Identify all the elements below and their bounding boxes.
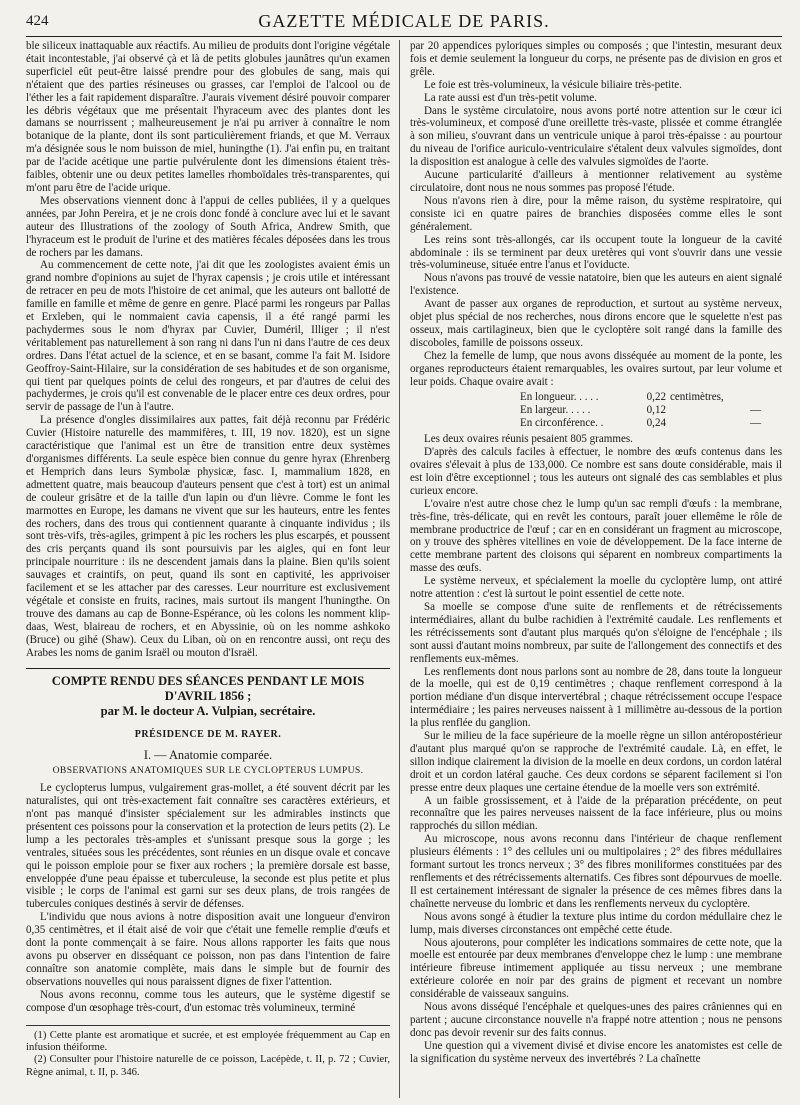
journal-title: GAZETTE MÉDICALE DE PARIS. [258,11,550,31]
paragraph: La rate aussi est d'un très-petit volume. [424,91,597,104]
measure-value: 0,24 [646,417,666,430]
right-text-b [410,433,782,1065]
paragraph: Le foie est très-volumineux, la vésicule biliaire très-petite. [424,78,682,91]
paragraph: Les reins sont très-allongés, car ils occupent toute la longueur de la cavité abdominale : ils se terminent par deux uretères qui vont s'ouvrir dans une vessie très-volumineuse, située entre l'anus et l'oviducte. [410,233,782,272]
measure-unit [666,404,750,417]
paragraph: Mes observations viennent donc à l'appui de celles publiées, il y a quelques années, par John Pereira, et je ne crois donc fondé à conclure avec lui et le savant auteur des Illustrations of the zoology of South Africa, Andrew Smith, que l'hyraceum est le produit de l'urine et des matières fécales déposées dans les trous de rochers par les damans. [26,194,390,259]
paragraph: A un faible grossissement, et à l'aide de la préparation précédente, on peut reconnaître que les paires nerveuses naissent de la face inférieure, plus ou moins rapprochés du sillon médian. [410,794,782,833]
measure-unit: centimètres, [670,391,724,404]
paragraph: L'ovaire n'est autre chose chez le lump qu'un sac rempli d'œufs : la membrane, très-fine, très-délicate, qui en revêt les contours, paraît jouer ellemême le rôle de membrane productrice de l'œuf ; car en en considérant un fragment au microscope, on y trouve des sphères vitellines en voie de développement. De la face interne de cette membrane partent des cloisons qui séparent en nombreux compartiments la masse des œufs. [410,497,782,575]
left-column [26,40,390,1079]
paragraph: Au microscope, nous avons reconnu dans l'intérieur de chaque renflement plusieurs éléments : 1° des cellules uni ou multipolaires ; 2° des fibres médullaires formant surtout les troncs nerveux ; 3° des fibres moniliformes constituées par des renflements et des rétrécissements alternatifs. Ces fibres sont dépourvues de moelle. Il est certainement intéressant de signaler la présence de ces mêmes fibres dans la chaînette nerveuse du lombric et dans les renflements nerveux du cycloptère. [410,833,782,910]
measure-value: 0,22 [646,391,666,404]
paragraph: Nous avons reconnu, comme tous les auteurs, que le système digestif se compose d'un œsophage très-court, d'un estomac très volumineux, terminé [26,988,390,1014]
measure-ditto [750,391,770,404]
paragraph: Le cyclopterus lumpus, vulgairement gras-mollet, a été souvent décrit par les naturalistes, qui ont très-exactement fait connaître ses caractères extérieurs, et n'ont pas manqué d'insister spécialement sur les admirables instincts que présentent ces poissons pour la conservation et la protection de leurs petits (2). Le lump a les pectorales très-amples et s'unissant presque sous la gorge ; les ventrales, situées sous les précédentes, sont réunies en un disque ovale et concave qui le poisson emploie pour se fixer aux rochers ; la première dorsale est basse, enveloppée d'une peau épaisse et tuberculeuse, la seconde est plus petite et plus visible ; le corps de l'animal est garni sur ses deux plans, de trois rangées de tubercules coniques destinés à servir de défenses. [26,782,390,911]
presidence-heading: PRÉSIDENCE DE M. RAYER. [134,728,282,740]
paragraph: Nous avons disséqué l'encéphale et quelques-unes des paires crâniennes qui en partent ; aucune circonstance nouvelle n'a frappé notre attention ; nous ne pensons donc pas devoir revenir sur des faits connus. [410,1001,782,1039]
page-number: 424 [26,13,49,29]
column-divider [399,40,400,1098]
paragraph: (2) Consulter pour l'histoire naturelle de ce poisson, Lacépède, t. II, p. 72 ; Cuvier, Règne animal, t. II, p. 346. [26,1054,390,1078]
paragraph: Avant de passer aux organes de reproduction, et surtout au système nerveux, objet plus spécial de nos recherches, nous dirons encore que le squelette n'est pas osseux, mais cartilagineux, bien que le cycloptère soit rangé dans la famille des discoboles, famille de poissons osseux. [410,298,782,349]
report-author: par M. le docteur A. Vulpian, secrétaire. [100,703,316,718]
paragraph: (1) Cette plante est aromatique et sucrée, et est employée fréquemment au Cap en infusion théiforme. [26,1029,390,1053]
measure-ditto: — [750,417,762,430]
paragraph: La présence d'ongles dissimilaires aux pattes, fait déjà reconnu par Frédéric Cuvier (Histoire naturelle des mammifères, t. III, 19 nov. 1820), est un signe caractéristique que l'animal est un être de transition entre deux systèmes d'organismes différents. La seule espèce bien connue du genre hyrax (Ehrenberg et Hemprich dans leurs Symbolæ physicæ, fasc. I, mammalium 1828, en admettent quatre, mais beaucoup d'auteurs pensent que c'est à tort) est un animal de couleur grisâtre et de la taille d'un lapin ou d'un lièvre. Comme le font les marmottes en Europe, les damans ne vivent que sur les hauteurs, entre les fentes des rochers, dans des trous qui contiennent quarante à cinquante individus ; ils sont très-vifs, très-agiles, grimpent à pic les rochers les plus escarpés, et poussent des cris perçants quand ils sont poursuivis par les aigles, qui en font leur principale nourriture : ils ne descendent jamais dans la plaine. Bien qu'ils soient sauvages et craintifs, on peut, quand ils sont en captivité, les apprivoiser facilement et se les attacher par des caresses. Leur nourriture est exclusivement végétale et consiste en fruits, racines, mais surtout ils mangent l'huningthe. On trouve des damans au cap de Bonne-Espérance, où les colons les nomment klip-daas, West, blaireau de rochers, et en Abyssinie, où on les nomme ashkoko (Bruce) ou gihé (Shaw). Ceux du Liban, où on en rencontre aussi, ont reçu des Arabes les noms de ganim Israël ou mouton d'Israël. [26,414,390,659]
measure-ditto: — [750,404,762,417]
report-title: COMPTE RENDU DES SÉANCES PENDANT LE MOIS D'AVRIL 1856 ; [26,668,390,704]
paragraph: Nous n'avons pas trouvé de vessie natatoire, bien que les auteurs en aient signalé l'existence. [410,272,782,298]
paragraph: par 20 appendices pyloriques simples ou composés ; que l'intestin, mesurant deux fois et demie seulement la longueur du corps, ne présente pas de division en gros et grêle. [410,40,782,78]
measure-label: En largeur. . . . . [520,404,591,417]
left-intro-text [26,40,390,660]
paragraph: Nous avons songé à étudier la texture plus intime du cordon médullaire chez le lump, mais diverses circonstances ont empêché cette étude. [410,910,782,936]
paragraph: Nous ajouterons, pour compléter les indications sommaires de cette note, que la moelle est entourée par deux membranes d'enveloppe chez le lump : une membrane intérieure fibreuse intimement appliquée au tissu nerveux ; une membrane extérieure colorée en noir par des grains de pigment et recevant un nombre considérable de vaisseaux sanguins. [410,936,782,1001]
paragraph: Chez la femelle de lump, que nous avons disséquée au moment de la ponte, les organes reproducteurs étaient remarquables, les ovaires surtout, par leur volume et leur poids. Chaque ovaire avait : [410,349,782,388]
paragraph: Une question qui a vivement divisé et divise encore les anatomistes est celle de la signification du système nerveux des invertébrés ? La chaînette [410,1039,782,1065]
left-body-text [26,782,390,1014]
measure-label: En longueur. . . . . [520,391,599,404]
footnotes [26,1025,390,1080]
paragraph: Le système nerveux, et spécialement la moelle du cycloptère lump, ont attiré notre attention : c'est là surtout le point essentiel de cette note. [410,575,782,601]
paragraph: ble siliceux inattaquable aux réactifs. Au milieu de produits dont l'origine végétale était incontestable, j'ai observé çà et là de petits globules jaunâtres qu'un examen superficiel eût peut-être laissé prendre pour des globules de sang, mais qui n'étaient que des parties résineuses ou grasses, car l'emploi de l'alcool ou de l'éther les a fait rapidement disparaître. J'aurais vivement désiré pouvoir comparer les débris végétaux que me présentait l'hyraceum avec des plantes dont les damans se nourrissent ; malheureusement je n'ai pu arriver à connaître le nom botanique de la plante, dont ils sont particulièrement friands, et que M. Verraux m'a désignée sous le nom buisson de miel, huningthe (1). J'ai enfin pu, en traitant par de l'acide acétique une partie pulvérulente dont les dimensions étaient très-faibles, obtenir une ou deux petites lamelles rhomboïdales très-transparentes, qui m'ont paru être de l'acide urique. [26,40,390,194]
measure-row [520,391,782,404]
measure-row [520,404,782,417]
measure-unit [666,417,750,430]
paragraph: Au commencement de cette note, j'ai dit que les zoologistes avaient émis un grand nombre d'opinions au sujet de l'hyrax capensis ; je crois utile et intéressant de retracer en peu de mots l'histoire de cet animal, que les auteurs ont ballotté de famille en famille et même de genre en genre. Placé parmi les rongeurs par Pallas et Erxleben, qui le nommaient cavia capensis, il a été rangé parmi les pachydermes sous le nom d'hyrax par Cuvier, Duméril, Illiger ; il n'est véritablement pas naturellement à son rang ni dans l'un ni dans l'autre de ces deux ordres. Dans l'état actuel de la science, et en se basant, comme l'a fait M. Isidore Geoffroy-Saint-Hilaire, sur la considération de ses habitudes et de son organisme, qui tient par quelques points de celui des rongeurs, et par d'autres de celui des pachydermes, je crois qu'il est convenable de le placer entre ces deux ordres, pour servir de passage de l'un à l'autre. [26,259,390,414]
right-column [410,40,782,1066]
measure-label: En circonférence. . [520,417,604,430]
paragraph: Dans le système circulatoire, nous avons porté notre attention sur le cœur ici très-volumineux, et composé d'une oreillette très-vaste, plissée et comme étranglée à son milieu, s'ouvrant dans un ventricule unique à paroi très-épaisse : au pourtour du niveau de l'orifice auriculo-ventriculaire s'étalent deux valvules sigmoïdes, dont la disposition est analogue à celle des valvules sigmoïdes de l'aorte. [410,104,782,169]
right-text-a [410,40,782,388]
paragraph: Les deux ovaires réunis pesaient 805 grammes. [424,433,633,446]
measure-value: 0,12 [646,404,666,417]
subsection-heading: OBSERVATIONS ANATOMIQUES SUR LE CYCLOPTERUS LUMPUS. [52,765,364,777]
page-header [26,6,782,37]
paragraph: D'après des calculs faciles à effectuer, le nombre des œufs contenus dans les ovaires s'élevait à plus de 133,000. Ce nombre est sans doute considérable, mais il est loin d'être exceptionnel ; tous les auteurs ont signalé des cas semblables et plus curieux encore. [410,446,782,497]
paragraph: Sur le milieu de la face supérieure de la moelle règne un sillon antéropostérieur d'autant plus marqué qu'on se rapproche de l'extrémité caudale. Là, en effet, le sillon indique clairement la division de la moelle en deux cordons, un cordon latéral droit et un cordon latéral gauche. Ces deux cordons se séparent facilement si l'on presse entre deux plaques une certaine étendue de la moelle vers son extrémité. [410,730,782,794]
paragraph: Les renflements dont nous parlons sont au nombre de 28, dans toute la longueur de la moelle, qui est de 0,19 centimètres ; chaque renflement correspond à la portion médiane d'un disque intervertébral ; chaque rétrécissement occupe l'espace intermédiaire ; les paires nerveuses naissent à 1 millimètre au-dessous de la portion la plus renflée du ganglion. [410,665,782,730]
paragraph: Aucune particularité d'ailleurs à mentionner relativement au système circulatoire, dont nous ne nous sommes pas proposé l'étude. [410,169,782,194]
measure-row [520,417,782,430]
ovary-measurements [520,391,782,430]
paragraph: Nous n'avons rien à dire, pour la même raison, du système respiratoire, qui consiste ici en quatre paires de branchies disposées comme elles le sont généralement. [410,194,782,233]
paragraph: L'individu que nous avions à notre disposition avait une longueur d'environ 0,35 centimètres, et il était aisé de voir que c'était une femelle remplie d'œufs et dont la ponte commençait à se faire. Nous allons rapporter les faits que nous avons pu observer en disséquant ce poisson, non pas dans l'intention de faire connaître son anatomie complète, mais dans le simple but de fournir des observations nouvelles qui nous paraissent dignes de fixer l'attention. [26,911,390,988]
section-heading: I. — Anatomie comparée. [143,748,273,763]
paragraph: Sa moelle se compose d'une suite de renflements et de rétrécissements intermédiaires, allant du bulbe rachidien à l'extrémité caudale. Les renflements et les rétrécissements sont d'autant plus marqués qu'on s'éloigne de l'encéphale ; ils sont aussi d'autant moins nombreux, par suite de l'allongement des connectifs et des renflements eux-mêmes. [410,600,782,665]
